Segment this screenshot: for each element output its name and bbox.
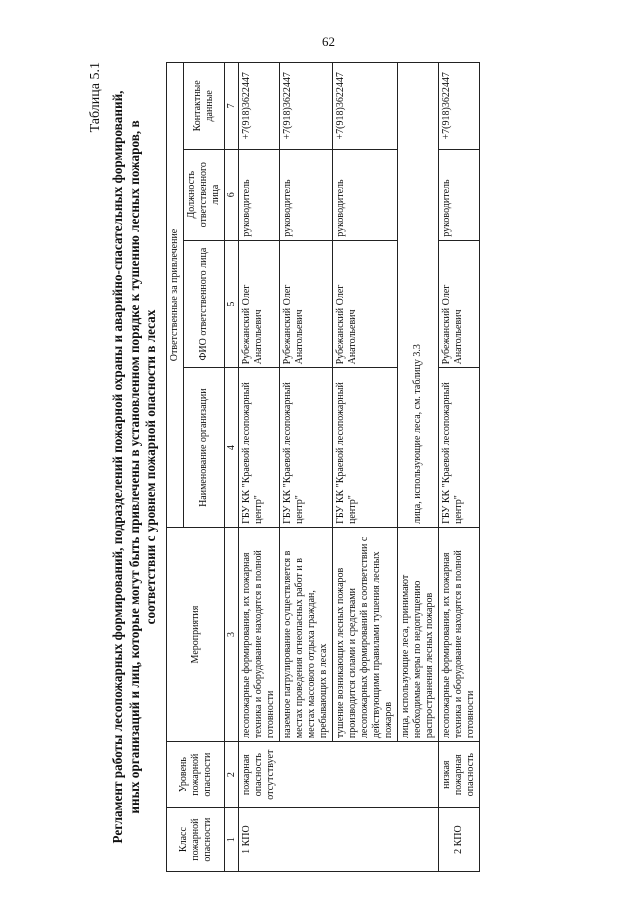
regulation-table <box>166 62 480 872</box>
cell-contacts: +7(918)3622447 <box>439 63 480 150</box>
cell-measure: наземное патрулирование осуществляется в местах проведения огнеопасных работ и в местах массового отдыха граждан, пребывающих в лесах <box>280 527 333 741</box>
column-number-row <box>225 63 239 872</box>
cell-fio: Рубежанский Олег Анатольевич <box>333 240 398 368</box>
column-number: 7 <box>225 63 239 150</box>
column-number: 5 <box>225 240 239 368</box>
column-number: 4 <box>225 368 239 528</box>
column-number: 2 <box>225 742 239 808</box>
cell-position: руководитель <box>239 149 280 240</box>
cell-contacts: +7(918)3622447 <box>333 63 398 150</box>
page-number: 62 <box>322 34 335 49</box>
header-position: Должность ответственного лица <box>184 149 225 240</box>
header-class: Класс пожарной опасности <box>167 808 225 872</box>
cell-fio: Рубежанский Олег Анатольевич <box>439 240 480 368</box>
cell-contacts: +7(918)3622447 <box>280 63 333 150</box>
column-number: 1 <box>225 808 239 872</box>
cell-measure: лесопожарные формирования, их пожарная техника и оборудование находятся в полной готовности <box>239 527 280 741</box>
cell-org: ГБУ КК "Краевой лесопожарный центр" <box>333 368 398 528</box>
column-number: 3 <box>225 527 239 741</box>
cell-org: ГБУ КК "Краевой лесопожарный центр" <box>239 368 280 528</box>
rotated-table-page <box>88 62 608 872</box>
table-caption: Таблица 5.1 <box>88 62 103 133</box>
cell-position: руководитель <box>439 149 480 240</box>
cell-class: 2 КПО <box>439 808 480 872</box>
cell-org: ГБУ КК "Краевой лесопожарный центр" <box>439 368 480 528</box>
table-row <box>239 63 280 872</box>
document-title: Регламент работы лесопожарных формирований, подразделений пожарной охраны и аварийно-спасательных формирований, иных организаций и лиц, которые могут быть привлечены в установленном порядке к тушению лесных пожаров, в соответствии с уровнем пожарной опасности в лесах <box>110 90 158 844</box>
header-contacts: Контактные данные <box>184 63 225 150</box>
header-org: Наименование организации <box>184 368 225 528</box>
cell-measure: лица, использующие леса, принимают необходимые меры по недопущению распространения лесных пожаров <box>398 527 439 741</box>
table-row <box>439 63 480 872</box>
header-level: Уровень пожарной опасности <box>167 742 225 808</box>
cell-measure: лесопожарные формирования, их пожарная техника и оборудование находятся в полной готовности <box>439 527 480 741</box>
column-number: 6 <box>225 149 239 240</box>
cell-level: низкая пожарная опасность <box>439 742 480 808</box>
cell-class: 1 КПО <box>239 808 439 872</box>
header-fio: ФИО ответственного лица <box>184 240 225 368</box>
cell-merged-responsible: лица, использующие леса, см. таблицу 3.3 <box>398 63 439 528</box>
cell-position: руководитель <box>280 149 333 240</box>
cell-fio: Рубежанский Олег Анатольевич <box>239 240 280 368</box>
cell-level: пожарная опасность отсутствует <box>239 742 439 808</box>
header-responsible: Ответственные за привлечение <box>167 63 184 528</box>
cell-measure: тушение возникающих лесных пожаров производится силами и средствами лесопожарных формирований в соответствии с действующими правилами тушения лесных пожаров <box>333 527 398 741</box>
cell-position: руководитель <box>333 149 398 240</box>
cell-contacts: +7(918)3622447 <box>239 63 280 150</box>
cell-org: ГБУ КК "Краевой лесопожарный центр" <box>280 368 333 528</box>
cell-fio: Рубежанский Олег Анатольевич <box>280 240 333 368</box>
header-measures: Мероприятия <box>167 527 225 741</box>
